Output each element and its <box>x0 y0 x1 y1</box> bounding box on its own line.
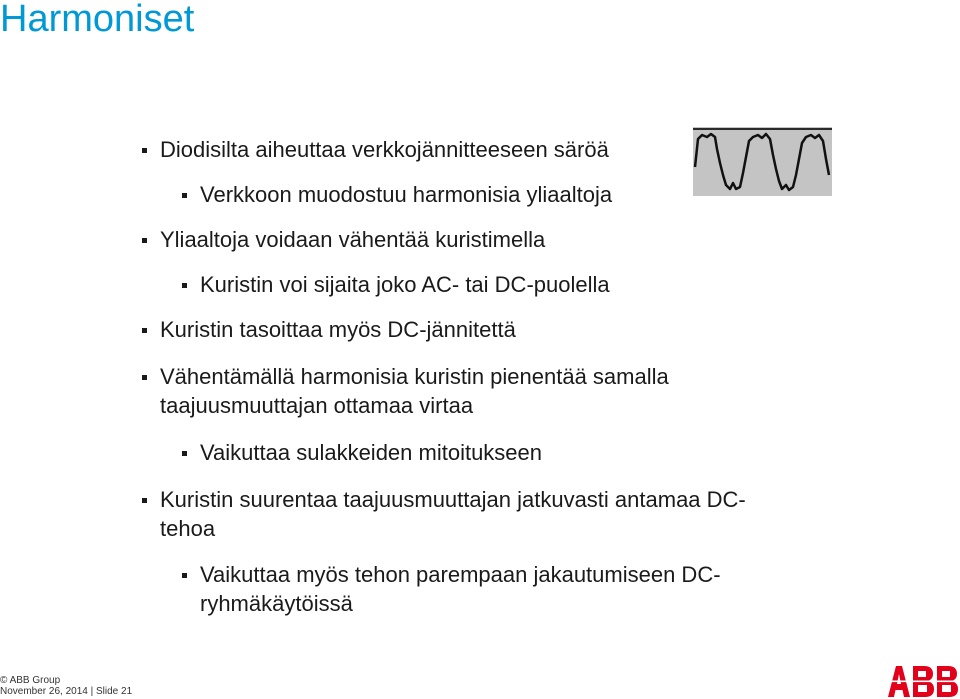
square-bullet-icon <box>142 498 147 503</box>
square-bullet-icon <box>182 573 187 578</box>
footer-copyright: © ABB Group <box>0 675 61 686</box>
bullet-2 <box>200 180 840 209</box>
bullet-text: Yliaaltoja voidaan vähentää kuristimella <box>160 227 546 252</box>
bullet-text: Verkkoon muodostuu harmonisia yliaaltoja <box>200 182 613 207</box>
abb-logo-icon <box>888 666 960 697</box>
bullet-5 <box>160 315 840 344</box>
bullet-text: Vaikuttaa myös tehon parempaan jakautumiseen DC-ryhmäkäytöissä <box>200 562 721 616</box>
square-bullet-icon <box>142 328 147 333</box>
bullet-8 <box>160 485 790 543</box>
square-bullet-icon <box>182 451 187 456</box>
bullet-3 <box>160 225 840 254</box>
bullet-6 <box>160 362 790 420</box>
square-bullet-icon <box>142 148 147 153</box>
square-bullet-icon <box>182 283 187 288</box>
square-bullet-icon <box>182 193 187 198</box>
bullet-text: Vaikuttaa sulakkeiden mitoitukseen <box>200 440 543 465</box>
square-bullet-icon <box>142 238 147 243</box>
bullet-4 <box>200 270 840 299</box>
bullet-text: Kuristin suurentaa taajuusmuuttajan jatkuvasti antamaa DC-tehoa <box>160 487 746 541</box>
bullet-text: Diodisilta aiheuttaa verkkojännitteeseen säröä <box>160 137 609 162</box>
bullet-1 <box>160 135 840 164</box>
slide-title: Harmoniset <box>0 0 195 40</box>
square-bullet-icon <box>142 375 147 380</box>
bullet-9 <box>200 560 805 618</box>
bullet-text: Vähentämällä harmonisia kuristin pienentää samalla taajuusmuuttajan ottamaa virtaa <box>160 364 669 418</box>
bullet-7 <box>200 438 840 467</box>
bullet-text: Kuristin tasoittaa myös DC-jännitettä <box>160 317 516 342</box>
bullet-text: Kuristin voi sijaita joko AC- tai DC-puolella <box>200 272 610 297</box>
footer-date-slide: November 26, 2014 | Slide 21 <box>0 686 133 697</box>
